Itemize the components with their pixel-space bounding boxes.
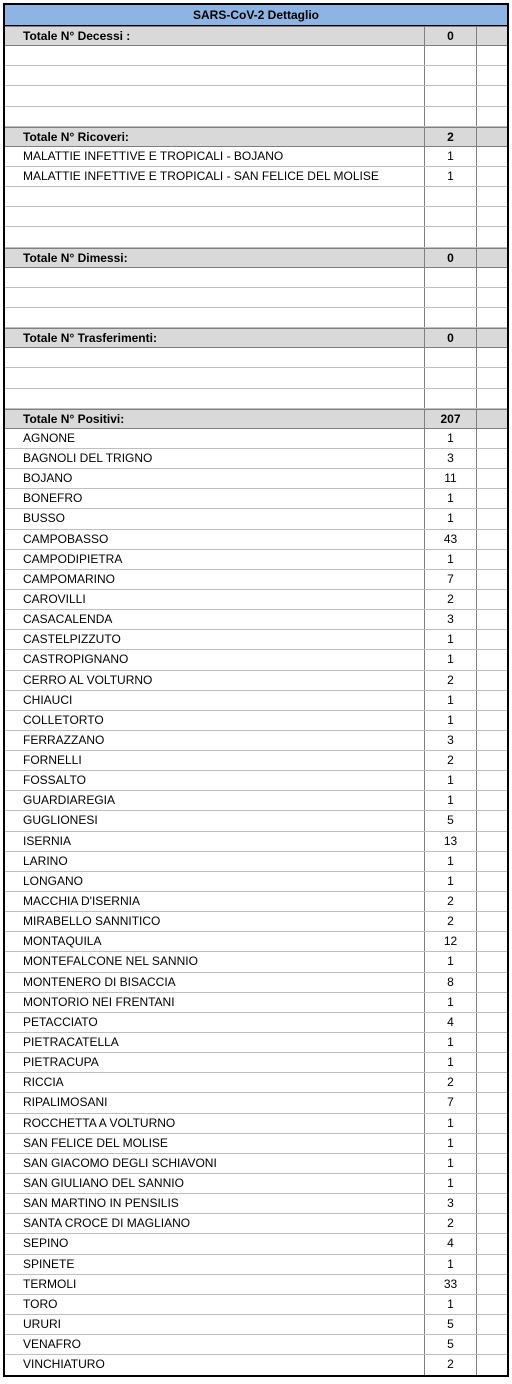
row-label: FERRAZZANO	[5, 731, 425, 750]
blank-row	[5, 66, 507, 86]
row-extra-cell	[477, 570, 507, 589]
row-label: GUARDIAREGIA	[5, 791, 425, 810]
row-extra-cell	[477, 550, 507, 569]
row-extra-cell	[477, 410, 507, 428]
table-row	[5, 147, 507, 167]
row-count	[425, 348, 477, 367]
row-count: 1	[425, 650, 477, 669]
row-count	[425, 86, 477, 105]
row-extra-cell	[477, 187, 507, 206]
row-label	[5, 207, 425, 226]
row-extra-cell	[477, 751, 507, 770]
section-header-row	[5, 248, 507, 268]
row-extra-cell	[477, 27, 507, 45]
row-extra-cell	[477, 993, 507, 1012]
row-extra-cell	[477, 1114, 507, 1133]
row-extra-cell	[477, 268, 507, 287]
row-extra-cell	[477, 1234, 507, 1253]
table-row	[5, 1355, 507, 1375]
row-count: 1	[425, 1255, 477, 1274]
row-label: CASTROPIGNANO	[5, 650, 425, 669]
row-count: 1	[425, 952, 477, 971]
row-extra-cell	[477, 852, 507, 871]
row-label: MONTAQUILA	[5, 932, 425, 951]
row-label: BOJANO	[5, 469, 425, 488]
row-label	[5, 389, 425, 408]
row-label: SAN MARTINO IN PENSILIS	[5, 1194, 425, 1213]
row-extra-cell	[477, 630, 507, 649]
table-row	[5, 1315, 507, 1335]
blank-row	[5, 107, 507, 127]
row-count	[425, 46, 477, 65]
row-count: 2	[425, 1214, 477, 1233]
row-label: Totale N° Decessi :	[5, 27, 425, 45]
table-body	[5, 26, 507, 1375]
row-label: SAN GIULIANO DEL SANNIO	[5, 1174, 425, 1193]
row-extra-cell	[477, 509, 507, 528]
table-row	[5, 630, 507, 650]
row-count: 1	[425, 1114, 477, 1133]
table-row	[5, 1255, 507, 1275]
table-row	[5, 1214, 507, 1234]
row-label: CASTELPIZZUTO	[5, 630, 425, 649]
table-title: SARS-CoV-2 Dettaglio	[5, 5, 507, 26]
row-count: 11	[425, 469, 477, 488]
row-count: 1	[425, 147, 477, 166]
row-count: 1	[425, 1174, 477, 1193]
blank-row	[5, 207, 507, 227]
row-label	[5, 187, 425, 206]
blank-row	[5, 288, 507, 308]
row-extra-cell	[477, 1154, 507, 1173]
table-row	[5, 1234, 507, 1254]
blank-row	[5, 368, 507, 388]
row-count: 1	[425, 1134, 477, 1153]
row-label	[5, 308, 425, 327]
row-label: MONTEFALCONE NEL SANNIO	[5, 952, 425, 971]
row-label: SPINETE	[5, 1255, 425, 1274]
row-label: BONEFRO	[5, 489, 425, 508]
row-label: LONGANO	[5, 872, 425, 891]
row-label: PETACCIATO	[5, 1013, 425, 1032]
row-extra-cell	[477, 811, 507, 830]
row-count: 1	[425, 550, 477, 569]
table-row	[5, 1154, 507, 1174]
table-row	[5, 892, 507, 912]
blank-row	[5, 268, 507, 288]
row-label	[5, 368, 425, 387]
row-extra-cell	[477, 731, 507, 750]
table-row	[5, 832, 507, 852]
table-row	[5, 1335, 507, 1355]
row-extra-cell	[477, 1315, 507, 1334]
row-extra-cell	[477, 530, 507, 549]
row-extra-cell	[477, 46, 507, 65]
row-count: 1	[425, 429, 477, 448]
table-row	[5, 771, 507, 791]
row-count	[425, 268, 477, 287]
table-row	[5, 1194, 507, 1214]
row-label	[5, 86, 425, 105]
row-extra-cell	[477, 1295, 507, 1314]
blank-row	[5, 389, 507, 409]
row-label: RICCIA	[5, 1073, 425, 1092]
row-label: AGNONE	[5, 429, 425, 448]
row-extra-cell	[477, 1033, 507, 1052]
row-label: MIRABELLO SANNITICO	[5, 912, 425, 931]
row-count	[425, 288, 477, 307]
row-count: 2	[425, 128, 477, 146]
table-row	[5, 1295, 507, 1315]
row-count: 1	[425, 489, 477, 508]
row-count: 1	[425, 711, 477, 730]
row-count: 5	[425, 1335, 477, 1354]
table-row	[5, 550, 507, 570]
row-count	[425, 187, 477, 206]
row-extra-cell	[477, 308, 507, 327]
table-row	[5, 449, 507, 469]
row-extra-cell	[477, 1053, 507, 1072]
row-extra-cell	[477, 610, 507, 629]
row-label: PIETRACATELLA	[5, 1033, 425, 1052]
row-extra-cell	[477, 952, 507, 971]
table-row	[5, 1073, 507, 1093]
row-count: 13	[425, 832, 477, 851]
table-row	[5, 811, 507, 831]
row-count: 1	[425, 1295, 477, 1314]
row-count: 4	[425, 1234, 477, 1253]
blank-row	[5, 227, 507, 247]
row-count	[425, 308, 477, 327]
table-row	[5, 993, 507, 1013]
row-label: SAN FELICE DEL MOLISE	[5, 1134, 425, 1153]
row-label	[5, 268, 425, 287]
row-label: VENAFRO	[5, 1335, 425, 1354]
row-extra-cell	[477, 791, 507, 810]
table-row	[5, 530, 507, 550]
table-row	[5, 167, 507, 187]
row-extra-cell	[477, 429, 507, 448]
row-count: 1	[425, 1033, 477, 1052]
table-row	[5, 671, 507, 691]
row-count: 3	[425, 731, 477, 750]
row-count	[425, 389, 477, 408]
section-header-row	[5, 328, 507, 348]
row-label: SEPINO	[5, 1234, 425, 1253]
row-count: 1	[425, 167, 477, 186]
table-row	[5, 751, 507, 771]
row-label: Totale N° Positivi:	[5, 410, 425, 428]
row-extra-cell	[477, 832, 507, 851]
row-extra-cell	[477, 872, 507, 891]
row-count: 3	[425, 449, 477, 468]
row-extra-cell	[477, 671, 507, 690]
row-extra-cell	[477, 368, 507, 387]
row-count: 1	[425, 1053, 477, 1072]
row-extra-cell	[477, 329, 507, 347]
row-count: 1	[425, 872, 477, 891]
row-label: CASACALENDA	[5, 610, 425, 629]
table-row	[5, 1013, 507, 1033]
row-count: 4	[425, 1013, 477, 1032]
row-count: 1	[425, 691, 477, 710]
row-extra-cell	[477, 66, 507, 85]
table-row	[5, 1093, 507, 1113]
row-count: 1	[425, 993, 477, 1012]
detail-table	[3, 3, 509, 1377]
table-row	[5, 489, 507, 509]
row-label: LARINO	[5, 852, 425, 871]
table-row	[5, 791, 507, 811]
row-count: 43	[425, 530, 477, 549]
row-label	[5, 46, 425, 65]
row-extra-cell	[477, 1335, 507, 1354]
row-extra-cell	[477, 348, 507, 367]
row-count	[425, 207, 477, 226]
row-count	[425, 107, 477, 126]
row-extra-cell	[477, 167, 507, 186]
row-extra-cell	[477, 128, 507, 146]
table-row	[5, 429, 507, 449]
row-count: 8	[425, 973, 477, 992]
row-extra-cell	[477, 1255, 507, 1274]
row-extra-cell	[477, 147, 507, 166]
row-label: MALATTIE INFETTIVE E TROPICALI - SAN FELICE DEL MOLISE	[5, 167, 425, 186]
table-row	[5, 691, 507, 711]
table-row	[5, 1033, 507, 1053]
row-count: 3	[425, 610, 477, 629]
row-label: BAGNOLI DEL TRIGNO	[5, 449, 425, 468]
row-count: 7	[425, 570, 477, 589]
row-count: 33	[425, 1275, 477, 1294]
row-count: 7	[425, 1093, 477, 1112]
row-count: 2	[425, 1355, 477, 1375]
row-label: RIPALIMOSANI	[5, 1093, 425, 1112]
row-label: Totale N° Dimessi:	[5, 249, 425, 267]
row-label	[5, 348, 425, 367]
row-count: 3	[425, 1194, 477, 1213]
table-row	[5, 1134, 507, 1154]
row-extra-cell	[477, 892, 507, 911]
table-row	[5, 912, 507, 932]
row-extra-cell	[477, 1355, 507, 1375]
row-label: URURI	[5, 1315, 425, 1334]
row-extra-cell	[477, 1275, 507, 1294]
row-extra-cell	[477, 650, 507, 669]
row-count: 1	[425, 630, 477, 649]
row-extra-cell	[477, 489, 507, 508]
row-extra-cell	[477, 107, 507, 126]
row-count: 0	[425, 27, 477, 45]
row-extra-cell	[477, 227, 507, 246]
row-label: FOSSALTO	[5, 771, 425, 790]
row-label: CERRO AL VOLTURNO	[5, 671, 425, 690]
row-label: CAMPODIPIETRA	[5, 550, 425, 569]
blank-row	[5, 86, 507, 106]
row-extra-cell	[477, 932, 507, 951]
row-label: PIETRACUPA	[5, 1053, 425, 1072]
row-extra-cell	[477, 711, 507, 730]
table-row	[5, 1053, 507, 1073]
table-row	[5, 650, 507, 670]
row-extra-cell	[477, 1073, 507, 1092]
row-count: 2	[425, 912, 477, 931]
row-extra-cell	[477, 1013, 507, 1032]
row-label: Totale N° Ricoveri:	[5, 128, 425, 146]
row-count	[425, 66, 477, 85]
row-extra-cell	[477, 691, 507, 710]
row-extra-cell	[477, 973, 507, 992]
table-row	[5, 711, 507, 731]
table-row	[5, 1114, 507, 1134]
row-label: FORNELLI	[5, 751, 425, 770]
row-label: SANTA CROCE DI MAGLIANO	[5, 1214, 425, 1233]
section-header-row	[5, 26, 507, 46]
row-label: MONTENERO DI BISACCIA	[5, 973, 425, 992]
table-row	[5, 973, 507, 993]
row-label	[5, 107, 425, 126]
row-label: CAMPOMARINO	[5, 570, 425, 589]
row-count: 2	[425, 751, 477, 770]
row-extra-cell	[477, 1134, 507, 1153]
row-extra-cell	[477, 288, 507, 307]
row-label: MONTORIO NEI FRENTANI	[5, 993, 425, 1012]
row-label: Totale N° Trasferimenti:	[5, 329, 425, 347]
row-count: 0	[425, 249, 477, 267]
table-row	[5, 932, 507, 952]
row-label: GUGLIONESI	[5, 811, 425, 830]
row-count: 1	[425, 1154, 477, 1173]
row-extra-cell	[477, 1214, 507, 1233]
table-row	[5, 731, 507, 751]
row-label: ROCCHETTA A VOLTURNO	[5, 1114, 425, 1133]
table-row	[5, 509, 507, 529]
row-label: BUSSO	[5, 509, 425, 528]
row-label: COLLETORTO	[5, 711, 425, 730]
row-count: 2	[425, 892, 477, 911]
row-extra-cell	[477, 912, 507, 931]
row-count: 1	[425, 771, 477, 790]
row-extra-cell	[477, 771, 507, 790]
table-row	[5, 852, 507, 872]
row-label: SAN GIACOMO DEGLI SCHIAVONI	[5, 1154, 425, 1173]
row-label: MALATTIE INFETTIVE E TROPICALI - BOJANO	[5, 147, 425, 166]
row-label	[5, 227, 425, 246]
blank-row	[5, 308, 507, 328]
row-count	[425, 227, 477, 246]
row-count: 0	[425, 329, 477, 347]
row-extra-cell	[477, 1194, 507, 1213]
row-label: CAROVILLI	[5, 590, 425, 609]
blank-row	[5, 348, 507, 368]
row-extra-cell	[477, 449, 507, 468]
table-row	[5, 872, 507, 892]
row-extra-cell	[477, 1174, 507, 1193]
table-row	[5, 469, 507, 489]
table-row	[5, 590, 507, 610]
row-extra-cell	[477, 249, 507, 267]
row-extra-cell	[477, 469, 507, 488]
row-label: CHIAUCI	[5, 691, 425, 710]
row-label: ISERNIA	[5, 832, 425, 851]
table-row	[5, 1174, 507, 1194]
row-count: 5	[425, 811, 477, 830]
row-count: 2	[425, 671, 477, 690]
row-count: 1	[425, 509, 477, 528]
section-header-row	[5, 409, 507, 429]
row-count: 1	[425, 852, 477, 871]
row-extra-cell	[477, 207, 507, 226]
row-label: TORO	[5, 1295, 425, 1314]
row-label: TERMOLI	[5, 1275, 425, 1294]
row-count: 12	[425, 932, 477, 951]
row-count: 2	[425, 1073, 477, 1092]
table-row	[5, 610, 507, 630]
row-extra-cell	[477, 389, 507, 408]
row-count: 207	[425, 410, 477, 428]
blank-row	[5, 46, 507, 66]
row-count: 2	[425, 590, 477, 609]
row-label	[5, 288, 425, 307]
table-row	[5, 570, 507, 590]
row-extra-cell	[477, 86, 507, 105]
row-extra-cell	[477, 1093, 507, 1112]
row-count: 5	[425, 1315, 477, 1334]
row-count: 1	[425, 791, 477, 810]
row-label: MACCHIA D'ISERNIA	[5, 892, 425, 911]
row-label: VINCHIATURO	[5, 1355, 425, 1375]
table-row	[5, 952, 507, 972]
row-label: CAMPOBASSO	[5, 530, 425, 549]
row-label	[5, 66, 425, 85]
row-count	[425, 368, 477, 387]
row-extra-cell	[477, 590, 507, 609]
section-header-row	[5, 127, 507, 147]
blank-row	[5, 187, 507, 207]
table-row	[5, 1275, 507, 1295]
